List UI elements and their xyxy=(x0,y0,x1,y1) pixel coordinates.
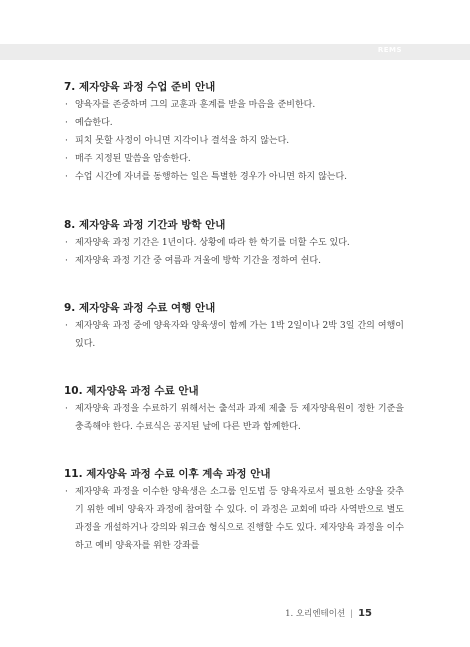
header-label: REMS xyxy=(377,46,402,54)
section-title: 11. 제자양육 과정 수료 이후 계속 과정 안내 xyxy=(64,468,271,480)
list-item xyxy=(64,114,404,132)
bullet-mark: · xyxy=(65,321,68,331)
bullet-mark: · xyxy=(65,404,68,414)
list-item-text: 양육자를 존중하며 그의 교훈과 훈계를 받을 마음을 준비한다. xyxy=(75,100,316,110)
list-item xyxy=(64,132,404,150)
list-item xyxy=(64,317,404,353)
list-item-text: 피치 못할 사정이 아니면 지각이나 결석을 하지 않는다. xyxy=(75,136,290,146)
section-title: 10. 제자양육 과정 수료 안내 xyxy=(64,385,199,397)
bullet-mark: · xyxy=(65,100,68,110)
chapter-label: 1. 오리엔테이션 xyxy=(285,609,346,619)
list-item-text: 제자양육 과정 중에 양육자와 양육생이 함께 가는 1박 2일이나 2박 3일 간의 여행이 있다. xyxy=(75,321,404,349)
list-item xyxy=(64,96,404,114)
section-8 xyxy=(64,216,404,270)
page-footer xyxy=(285,607,372,619)
section-9 xyxy=(64,299,404,353)
list-item xyxy=(64,400,404,436)
section-10 xyxy=(64,382,404,436)
list-item xyxy=(64,234,404,252)
bullet-mark: · xyxy=(65,118,68,128)
section-11 xyxy=(64,465,404,555)
section-title: 8. 제자양육 과정 기간과 방학 안내 xyxy=(64,219,226,231)
list-item xyxy=(64,168,404,186)
list-item-text: 제자양육 과정 기간 중 여름과 겨울에 방학 기간을 정하여 쉰다. xyxy=(75,256,321,266)
section-title: 7. 제자양육 과정 수업 준비 안내 xyxy=(64,81,216,93)
list-item xyxy=(64,150,404,168)
list-item-text: 제자양육 과정을 이수한 양육생은 소그룹 인도법 등 양육자로서 필요한 소양을 갖추기 위한 예비 양육자 과정에 참여할 수 있다. 이 과정은 교회에 따라 사역반으로 별도 과정을 개설하거나 강의와 워크숍 형식으로 진행할 수도 있다. 제자양육 과정을 이수하고 예비 양육자를 위한 강좌를 xyxy=(75,487,404,551)
bullet-mark: · xyxy=(65,172,68,182)
bullet-mark: · xyxy=(65,154,68,164)
list-item-text: 제자양육 과정 기간은 1년이다. 상황에 따라 한 학기를 더할 수도 있다. xyxy=(75,238,350,248)
section-title: 9. 제자양육 과정 수료 여행 안내 xyxy=(64,302,216,314)
list-item-text: 예습한다. xyxy=(75,118,113,128)
page-content xyxy=(64,78,404,555)
header-band xyxy=(0,44,470,60)
list-item-text: 제자양육 과정을 수료하기 위해서는 출석과 과제 제출 등 제자양육원이 정한 기준을 충족해야 한다. 수료식은 공지된 날에 다른 반과 함께한다. xyxy=(75,404,404,432)
bullet-mark: · xyxy=(65,136,68,146)
list-item xyxy=(64,483,404,555)
bullet-mark: · xyxy=(65,238,68,248)
list-item-text: 수업 시간에 자녀를 동행하는 일은 특별한 경우가 아니면 하지 않는다. xyxy=(75,172,348,182)
list-item xyxy=(64,252,404,270)
page-number: 15 xyxy=(358,608,372,619)
section-7 xyxy=(64,78,404,186)
bullet-mark: · xyxy=(65,487,68,497)
list-item-text: 매주 지정된 말씀을 암송한다. xyxy=(75,154,191,164)
bullet-mark: · xyxy=(65,256,68,266)
footer-separator: | xyxy=(350,609,354,619)
